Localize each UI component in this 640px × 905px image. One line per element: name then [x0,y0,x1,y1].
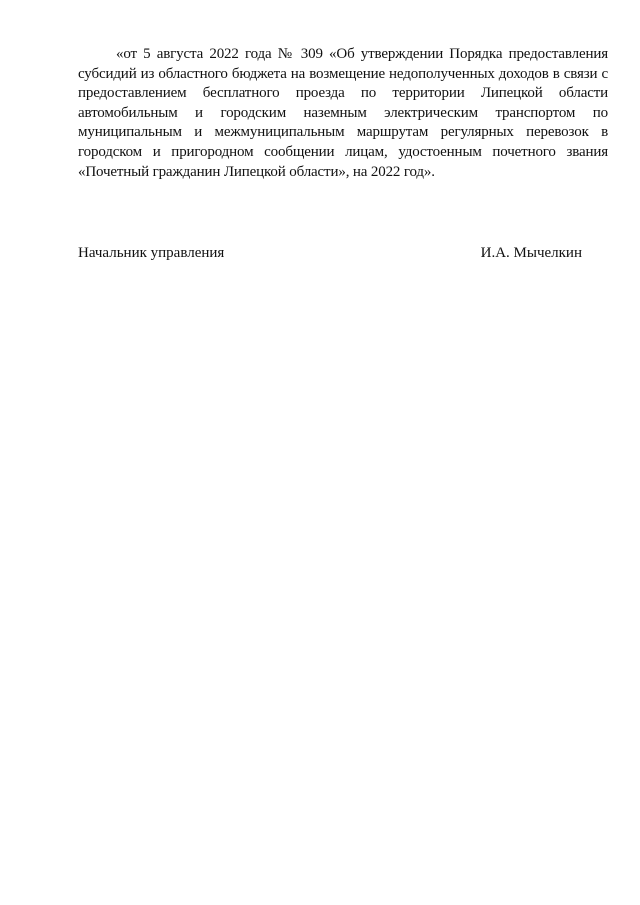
signatory-position: Начальник управления [78,245,225,261]
signatory-name: И.А. Мычелкин [480,245,582,261]
signature-block [78,244,582,263]
document-paragraph: «от 5 августа 2022 года № 309 «Об утверждении Порядка предоставления субсидий из областного бюджета на возмещение недополученных доходов в связи с предоставлением бесплатного проезда по территории Липецкой области автомобильным и городским наземным электрическим транспортом по муниципальным и межмуниципальным маршрутам регулярных перевозок в городском и пригородном сообщении лицам, удостоенным почетного звания «Почетный гражданин Липецкой области», на 2022 год». [78,46,608,180]
